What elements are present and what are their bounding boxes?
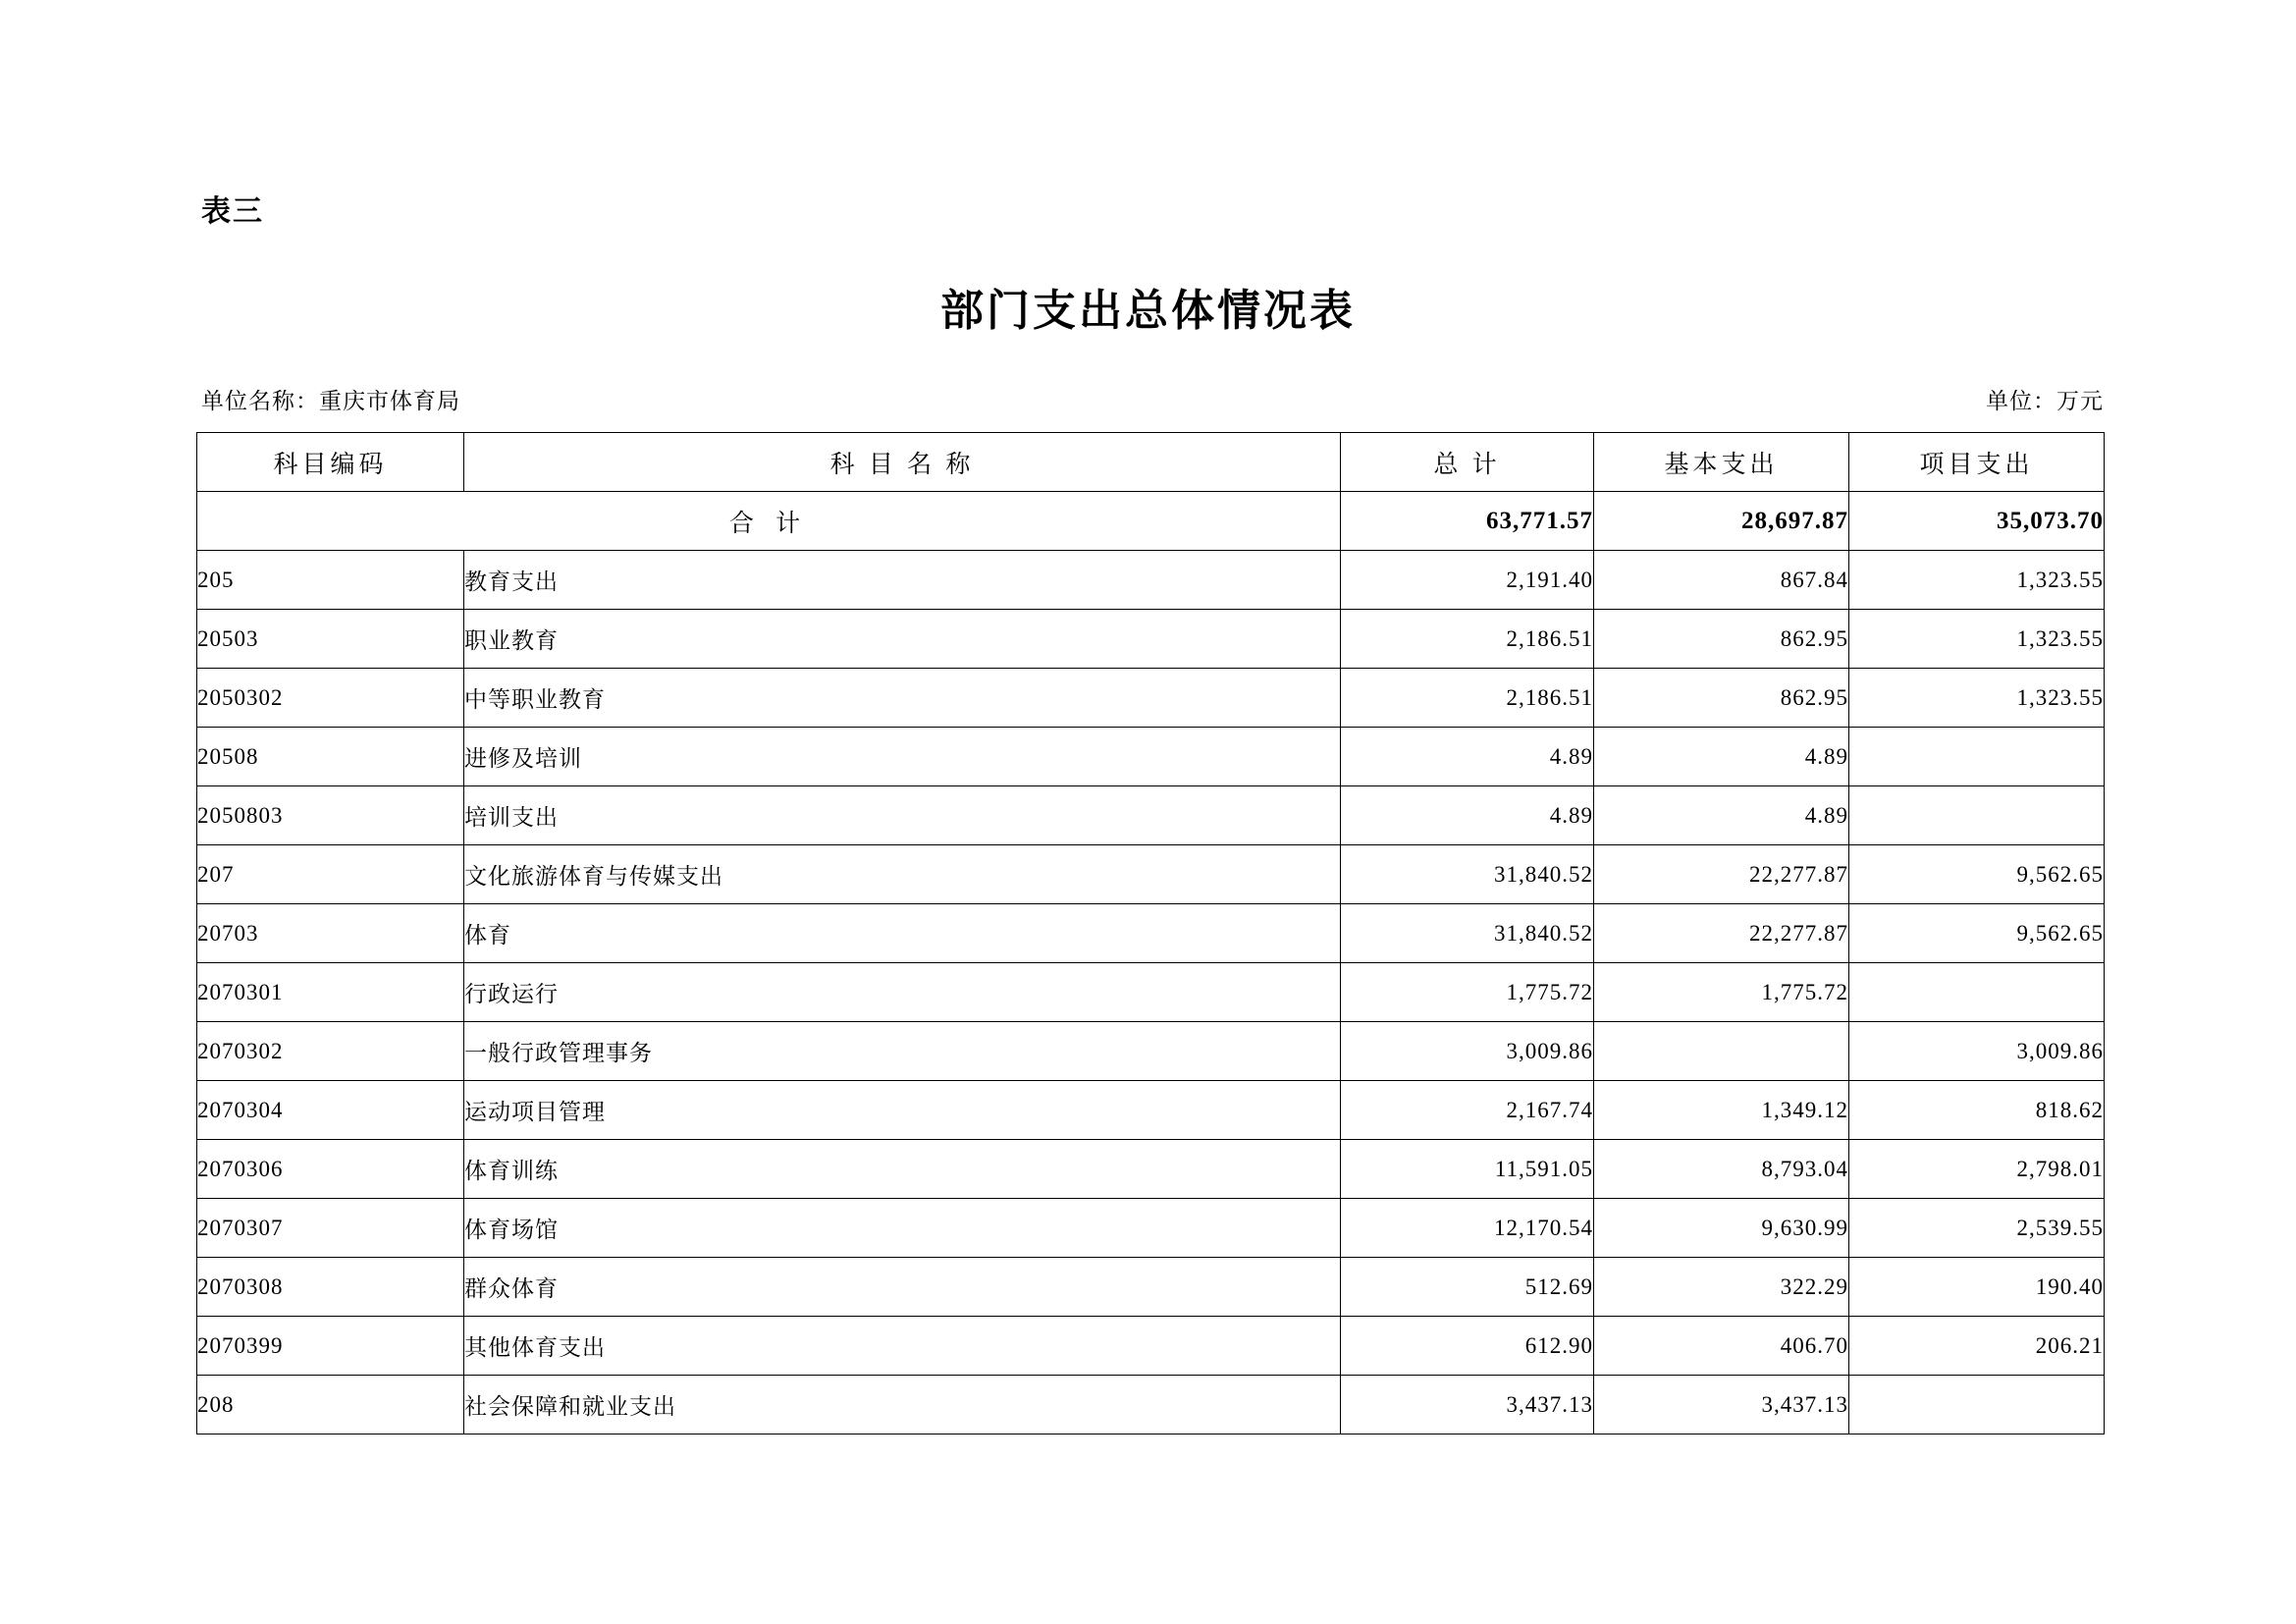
cell-project: 1,323.55 — [1849, 610, 2105, 669]
cell-project: 1,323.55 — [1849, 669, 2105, 728]
cell-name: 其他体育支出 — [464, 1317, 1341, 1376]
summary-label: 合 计 — [197, 492, 1341, 551]
cell-basic: 862.95 — [1594, 610, 1849, 669]
sheet-label: 表三 — [201, 195, 264, 228]
cell-total: 4.89 — [1341, 728, 1594, 786]
cell-total: 11,591.05 — [1341, 1140, 1594, 1199]
cell-total: 512.69 — [1341, 1258, 1594, 1317]
column-header-code: 科目编码 — [197, 433, 464, 492]
cell-code: 2070306 — [197, 1140, 464, 1199]
cell-code: 2070307 — [197, 1199, 464, 1258]
cell-code: 2070308 — [197, 1258, 464, 1317]
column-header-total: 总 计 — [1341, 433, 1594, 492]
cell-code: 205 — [197, 551, 464, 610]
cell-basic: 22,277.87 — [1594, 845, 1849, 904]
cell-name: 职业教育 — [464, 610, 1341, 669]
cell-code: 207 — [197, 845, 464, 904]
cell-name: 文化旅游体育与传媒支出 — [464, 845, 1341, 904]
cell-basic: 1,775.72 — [1594, 963, 1849, 1022]
cell-project: 818.62 — [1849, 1081, 2105, 1140]
summary-total: 63,771.57 — [1341, 492, 1594, 551]
meta-row — [201, 383, 2104, 415]
unit-name-label: 单位名称：重庆市体育局 — [201, 389, 460, 413]
cell-name: 体育训练 — [464, 1140, 1341, 1199]
cell-total: 2,186.51 — [1341, 610, 1594, 669]
cell-total: 3,009.86 — [1341, 1022, 1594, 1081]
table-row — [197, 904, 2105, 963]
table-row — [197, 551, 2105, 610]
table-header-row — [197, 433, 2105, 492]
table-body — [197, 492, 2105, 1435]
cell-basic: 322.29 — [1594, 1258, 1849, 1317]
cell-name: 体育 — [464, 904, 1341, 963]
cell-project: 9,562.65 — [1849, 904, 2105, 963]
expenditure-table — [196, 432, 2105, 1435]
cell-basic: 867.84 — [1594, 551, 1849, 610]
table-row — [197, 1258, 2105, 1317]
cell-code: 2070301 — [197, 963, 464, 1022]
cell-code: 2070304 — [197, 1081, 464, 1140]
cell-total: 2,186.51 — [1341, 669, 1594, 728]
column-header-project: 项目支出 — [1849, 433, 2105, 492]
cell-total: 612.90 — [1341, 1317, 1594, 1376]
table-header — [197, 433, 2105, 492]
cell-name: 一般行政管理事务 — [464, 1022, 1341, 1081]
cell-total: 31,840.52 — [1341, 904, 1594, 963]
cell-code: 20508 — [197, 728, 464, 786]
cell-project: 2,798.01 — [1849, 1140, 2105, 1199]
cell-code: 208 — [197, 1376, 464, 1435]
cell-name: 体育场馆 — [464, 1199, 1341, 1258]
summary-basic: 28,697.87 — [1594, 492, 1849, 551]
cell-name: 教育支出 — [464, 551, 1341, 610]
cell-project: 3,009.86 — [1849, 1022, 2105, 1081]
cell-project — [1849, 1376, 2105, 1435]
table-row — [197, 1081, 2105, 1140]
cell-basic: 406.70 — [1594, 1317, 1849, 1376]
cell-project — [1849, 963, 2105, 1022]
column-header-basic: 基本支出 — [1594, 433, 1849, 492]
cell-code: 20703 — [197, 904, 464, 963]
cell-basic: 3,437.13 — [1594, 1376, 1849, 1435]
cell-total: 4.89 — [1341, 786, 1594, 845]
cell-basic: 862.95 — [1594, 669, 1849, 728]
cell-name: 社会保障和就业支出 — [464, 1376, 1341, 1435]
cell-name: 中等职业教育 — [464, 669, 1341, 728]
cell-basic: 4.89 — [1594, 786, 1849, 845]
summary-project: 35,073.70 — [1849, 492, 2105, 551]
cell-project: 1,323.55 — [1849, 551, 2105, 610]
cell-code: 20503 — [197, 610, 464, 669]
cell-code: 2050302 — [197, 669, 464, 728]
cell-name: 进修及培训 — [464, 728, 1341, 786]
table-row — [197, 1140, 2105, 1199]
cell-name: 行政运行 — [464, 963, 1341, 1022]
cell-basic: 4.89 — [1594, 728, 1849, 786]
cell-basic: 9,630.99 — [1594, 1199, 1849, 1258]
table-row — [197, 728, 2105, 786]
cell-name: 培训支出 — [464, 786, 1341, 845]
table-row — [197, 1317, 2105, 1376]
cell-project — [1849, 728, 2105, 786]
cell-total: 12,170.54 — [1341, 1199, 1594, 1258]
cell-basic: 22,277.87 — [1594, 904, 1849, 963]
unit-measure-label: 单位：万元 — [1986, 389, 2104, 413]
cell-project: 190.40 — [1849, 1258, 2105, 1317]
cell-project: 2,539.55 — [1849, 1199, 2105, 1258]
table-row — [197, 1199, 2105, 1258]
cell-total: 1,775.72 — [1341, 963, 1594, 1022]
cell-project: 9,562.65 — [1849, 845, 2105, 904]
cell-basic — [1594, 1022, 1849, 1081]
table-row-summary — [197, 492, 2105, 551]
table-row — [197, 1022, 2105, 1081]
table-row — [197, 1376, 2105, 1435]
cell-basic: 8,793.04 — [1594, 1140, 1849, 1199]
cell-code: 2050803 — [197, 786, 464, 845]
cell-code: 2070399 — [197, 1317, 464, 1376]
cell-basic: 1,349.12 — [1594, 1081, 1849, 1140]
table-row — [197, 845, 2105, 904]
table-row — [197, 963, 2105, 1022]
cell-project — [1849, 786, 2105, 845]
cell-code: 2070302 — [197, 1022, 464, 1081]
cell-total: 3,437.13 — [1341, 1376, 1594, 1435]
table-row — [197, 786, 2105, 845]
table-row — [197, 669, 2105, 728]
cell-project: 206.21 — [1849, 1317, 2105, 1376]
cell-name: 群众体育 — [464, 1258, 1341, 1317]
cell-name: 运动项目管理 — [464, 1081, 1341, 1140]
table-row — [197, 610, 2105, 669]
cell-total: 2,167.74 — [1341, 1081, 1594, 1140]
column-header-name: 科 目 名 称 — [464, 433, 1341, 492]
cell-total: 31,840.52 — [1341, 845, 1594, 904]
cell-total: 2,191.40 — [1341, 551, 1594, 610]
page-title: 部门支出总体情况表 — [940, 287, 1356, 335]
